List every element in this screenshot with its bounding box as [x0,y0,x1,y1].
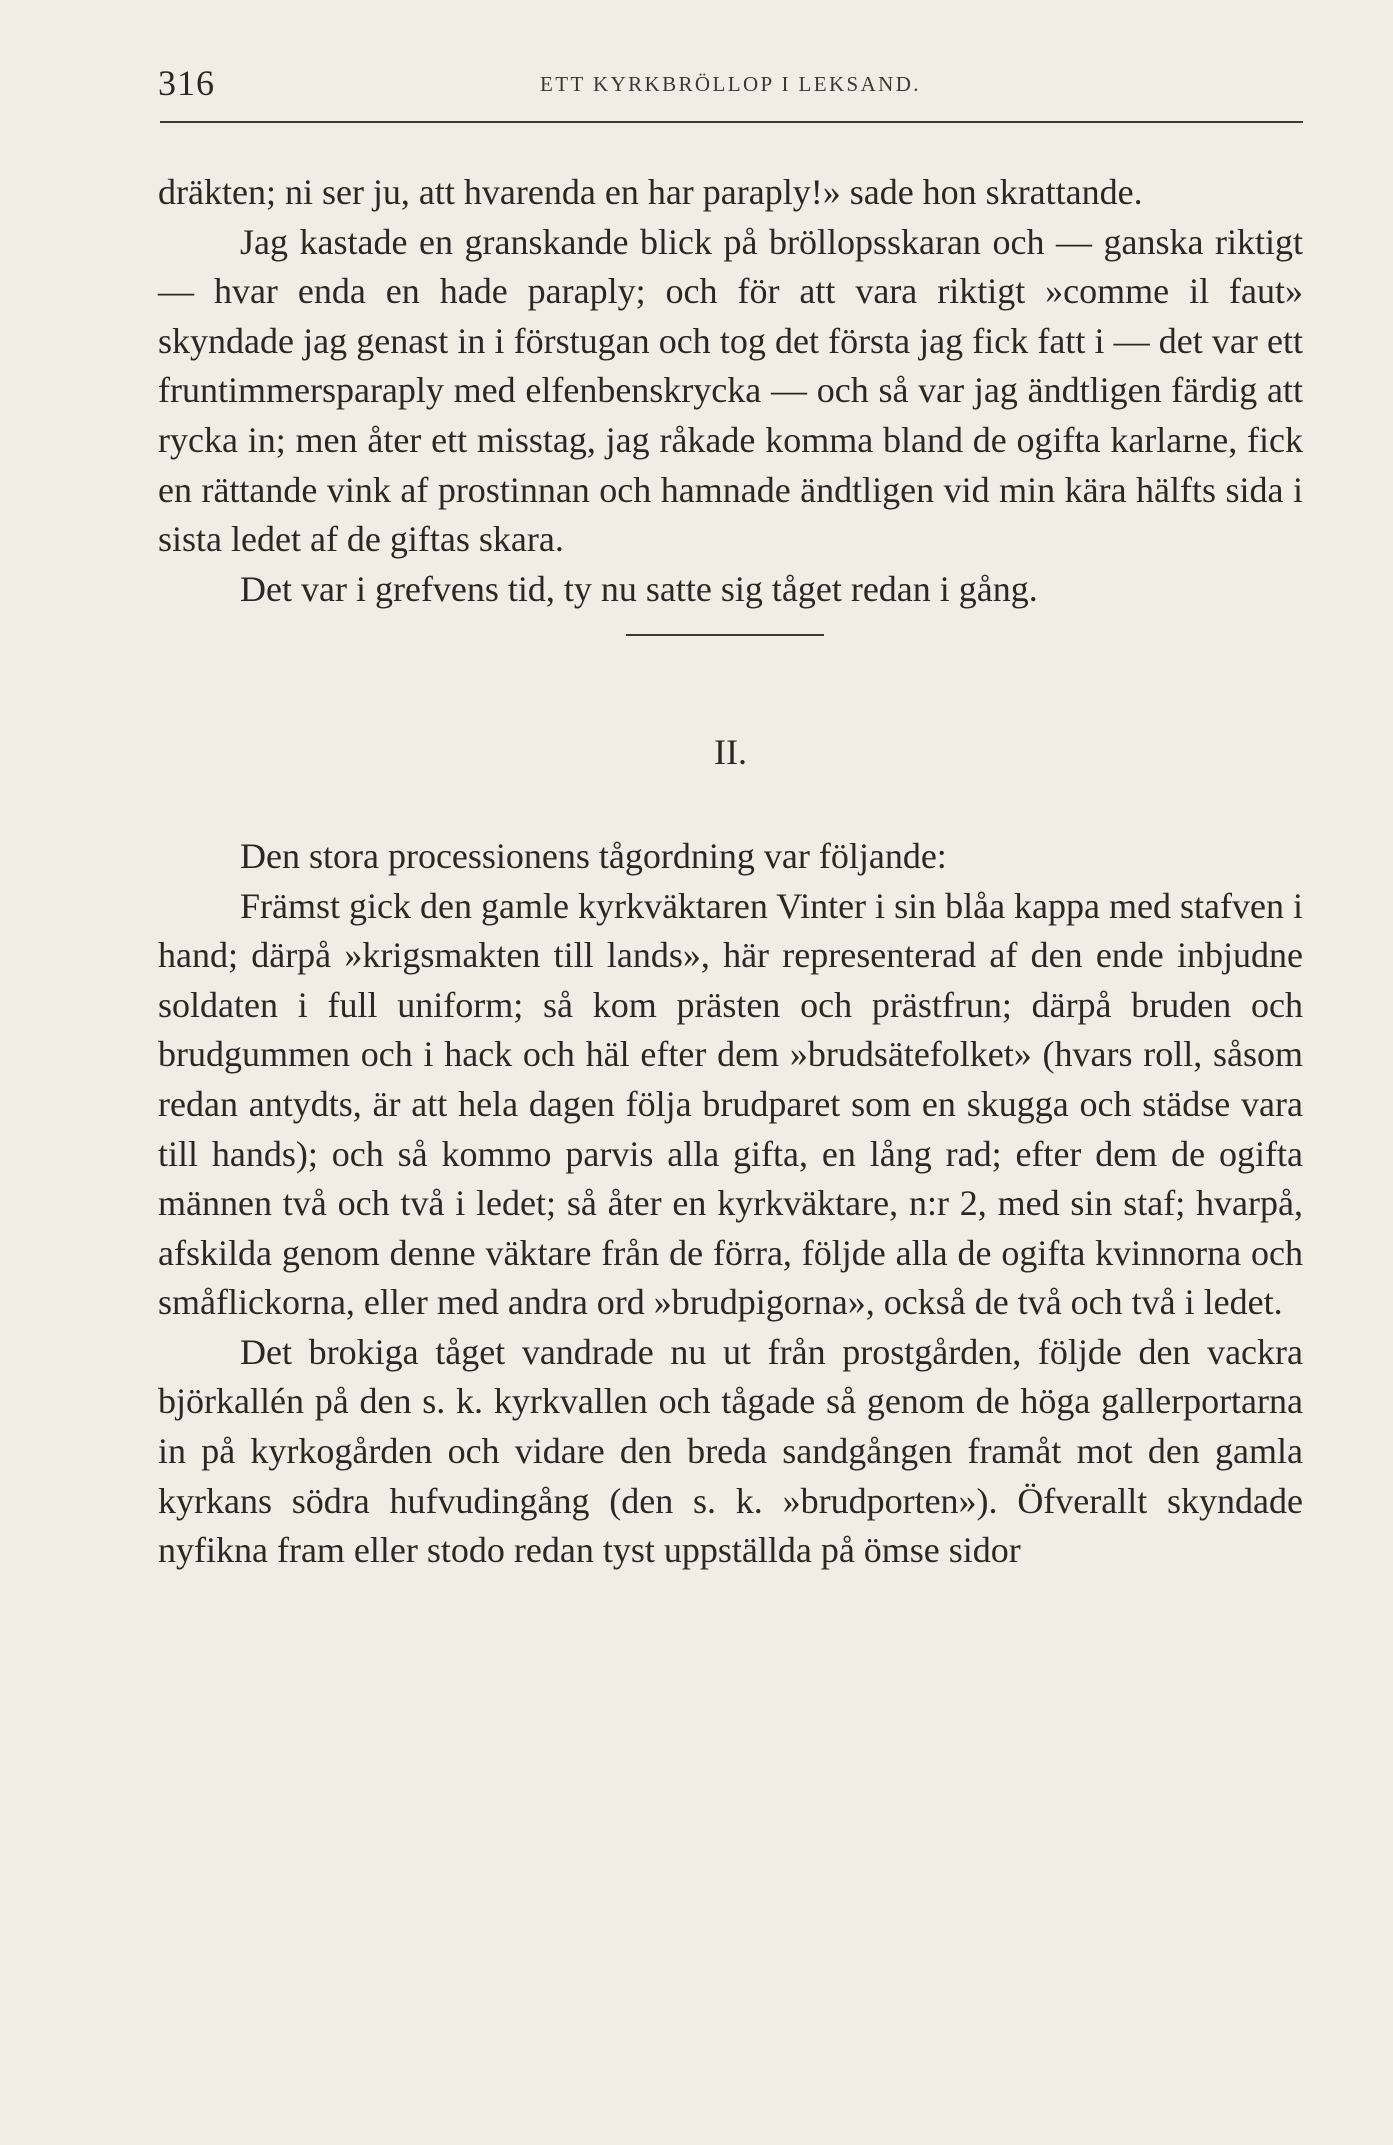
paragraph: Jag kastade en granskande blick på bröllopsskaran och — ganska riktigt — hvar enda en hade paraply; och för att vara riktigt »comme il faut» skyndade jag genast in i förstugan och tog det första jag fick fatt i — det var ett fruntimmersparaply med elfenbenskrycka — och så var jag ändtligen färdig att rycka in; men åter ett misstag, jag råkade komma bland de ogifta karlarne, fick en rättande vink af prostinnan och hamnade ändtligen vid min kära hälfts sida i sista ledet af de giftas skara. [158,221,1303,560]
page-number: 316 [158,63,215,103]
book-page [158,58,1303,1571]
paragraph: Det brokiga tåget vandrade nu ut från prostgården, följde den vackra björkallén på den s. k. kyrkvallen och tågade så genom de höga gallerportarna in på kyrkogården och vidare den breda sandgången framåt mot den gamla kyrkans södra hufvudingång (den s. k. »brudporten»). Öfverallt skyndade nyfikna fram eller stodo redan tyst uppställda på ömse sidor [158,1331,1303,1571]
body-text [158,168,1303,1576]
section-divider [626,634,824,636]
section-heading: II. [714,732,747,773]
header-rule [160,121,1303,123]
paragraph: Det var i grefvens tid, ty nu satte sig tåget redan i gång. [240,568,1038,609]
paragraph-continued: dräkten; ni ser ju, att hvarenda en har paraply!» sade hon skrattande. [158,172,1143,212]
paragraph: Främst gick den gamle kyrkväktaren Vinter i sin blåa kappa med stafven i hand; därpå »krigsmakten till lands», här representerad af den ende inbjudne soldaten i full uniform; så kom prästen och prästfrun; därpå bruden och brudgummen och i hack och häl efter dem »brudsätefolket» (hvars roll, såsom redan antydts, är att hela dagen följa brudparet som en skugga och städse vara till hands); och så kommo parvis alla gifta, en lång rad; efter dem de ogifta männen två och två i ledet; så åter en kyrkväktare, n:r 2, med sin staf; hvarpå, afskilda genom denne väktare från de förra, följde alla de ogifta kvinnorna och småflickorna, eller med andra ord »brudpigorna», också de två och två i ledet. [158,885,1303,1323]
paragraph: Den stora processionens tågordning var följande: [240,835,947,876]
page-header [158,58,1303,110]
running-head: ETT KYRKBRÖLLOP I LEKSAND. [540,72,921,96]
